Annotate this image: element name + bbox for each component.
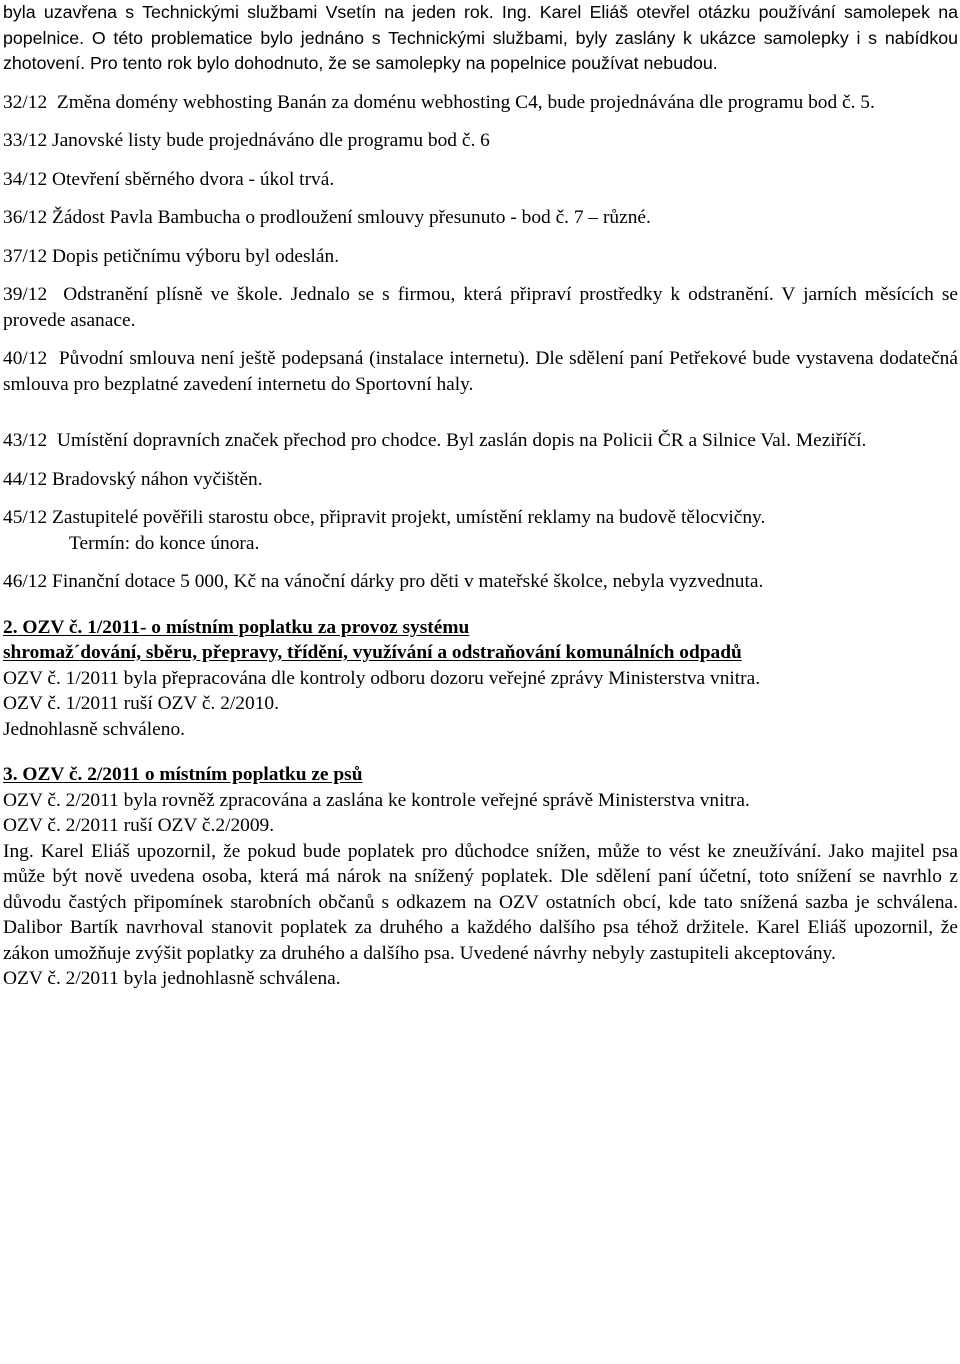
item-text: Finanční dotace 5 000, Kč na vánoční dárky pro děti v mateřské školce, nebyla vyzvednuta.	[52, 571, 764, 592]
item-text: Umístění dopravních značek přechod pro chodce. Byl zaslán dopis na Policii ČR a Silnice Val. Meziříčí.	[56, 430, 867, 451]
item-43-12	[3, 428, 958, 454]
section-3-heading: 3. OZV č. 2/2011 o místním poplatku ze psů	[3, 764, 363, 785]
item-text: Odstranění plísně ve škole. Jednalo se s firmou, která připraví prostředky k odstranění. V jarních měsících se provede asanace.	[3, 284, 958, 331]
item-id: 33/12	[3, 130, 48, 151]
item-text: Dopis petičnímu výboru byl odeslán.	[52, 245, 340, 267]
item-id: 45/12	[3, 507, 48, 528]
section-2-heading-line-1: 2. OZV č. 1/2011- o místním poplatku za provoz systému	[3, 616, 470, 638]
item-40-12	[3, 346, 958, 397]
item-text: Změna domény webhosting Banán za doménu webhosting C4, bude projednávána dle programu bod č. 5.	[56, 91, 875, 113]
item-id: 44/12	[3, 468, 48, 490]
item-37-12	[3, 244, 958, 270]
item-text: Zastupitelé pověřili starostu obce, připravit projekt, umístění reklamy na budově tělocvičny.	[52, 507, 766, 528]
section-2-line-2: OZV č. 1/2011 ruší OZV č. 2/2010.	[3, 693, 279, 714]
item-32-12	[3, 90, 958, 116]
item-id: 39/12	[3, 284, 48, 305]
section-2-heading-line-2: shromaž´dování, sběru, přepravy, třídění, využívání a odstraňování komunálních odpadů	[3, 642, 742, 663]
item-44-12	[3, 467, 958, 493]
item-33-12	[3, 128, 958, 154]
item-text: Bradovský náhon vyčištěn.	[52, 468, 263, 490]
item-text: Původní smlouva není ještě podepsaná (instalace internetu). Dle sdělení paní Petřekové bude vystavena dodatečná smlouva pro bezplatné zavedení internetu do Sportovní haly.	[3, 348, 958, 395]
item-39-12	[3, 282, 958, 333]
item-text: Janovské listy bude projednáváno dle programu bod č. 6	[52, 130, 490, 151]
item-id: 34/12	[3, 168, 48, 190]
section-3-line-2: OZV č. 2/2011 ruší OZV č.2/2009.	[3, 815, 275, 836]
item-text: Žádost Pavla Bambucha o prodloužení smlouvy přesunuto - bod č. 7 – různé.	[52, 207, 651, 228]
intro-paragraph: byla uzavřena s Technickými službami Vsetín na jeden rok. Ing. Karel Eliáš otevřel otázku používání samolepek na popelnice. O této problematice bylo jednáno s Technickými službami, byly zaslány k ukázce samolepky i s nabídkou zhotovení. Pro tento rok bylo dohodnuto, že se samolepky na popelnice používat nebudou.	[3, 2, 958, 73]
item-46-12	[3, 569, 958, 595]
section-2-line-1: OZV č. 1/2011 byla přepracována dle kontroly odboru dozoru veřejné zprávy Ministerstva vnitra.	[3, 667, 761, 689]
item-id: 36/12	[3, 207, 48, 228]
item-text: Otevření sběrného dvora - úkol trvá.	[52, 168, 335, 190]
item-id: 46/12	[3, 571, 48, 592]
item-id: 32/12	[3, 91, 48, 113]
item-34-12	[3, 167, 958, 193]
section-3-line-1: OZV č. 2/2011 byla rovněž zpracována a zaslána ke kontrole veřejné správě Ministerstva vnitra.	[3, 789, 750, 811]
item-45-12	[3, 505, 958, 531]
item-36-12	[3, 205, 958, 231]
section-3-line-3: OZV č. 2/2011 byla jednohlasně schválena.	[3, 968, 341, 989]
item-45-12-deadline: Termín: do konce února.	[69, 532, 260, 554]
section-2-line-3: Jednohlasně schváleno.	[3, 718, 186, 740]
item-id: 37/12	[3, 245, 48, 267]
item-id: 40/12	[3, 348, 48, 369]
item-id: 43/12	[3, 430, 48, 451]
document-page	[3, 0, 958, 992]
section-3-paragraph: Ing. Karel Eliáš upozornil, že pokud bude poplatek pro důchodce snížen, může to vést ke zneužívání. Jako majitel psa může být nově uvedena osoba, která má nárok na snížený poplatek. Dle sdělení paní účetní, toto snížení se navrhlo z důvodu častých připomínek starobních občanů s odkazem na OZV ostatních obcí, kde tato snížená sazba je schválena. Dalibor Bartík navrhoval stanovit poplatek za druhého a každého dalšího psa téhož držitele. Karel Eliáš upozornil, že zákon umožňuje zvýšit poplatky za druhého a dalšího psa. Uvedené návrhy nebyly zastupiteli akceptovány.	[3, 840, 958, 964]
